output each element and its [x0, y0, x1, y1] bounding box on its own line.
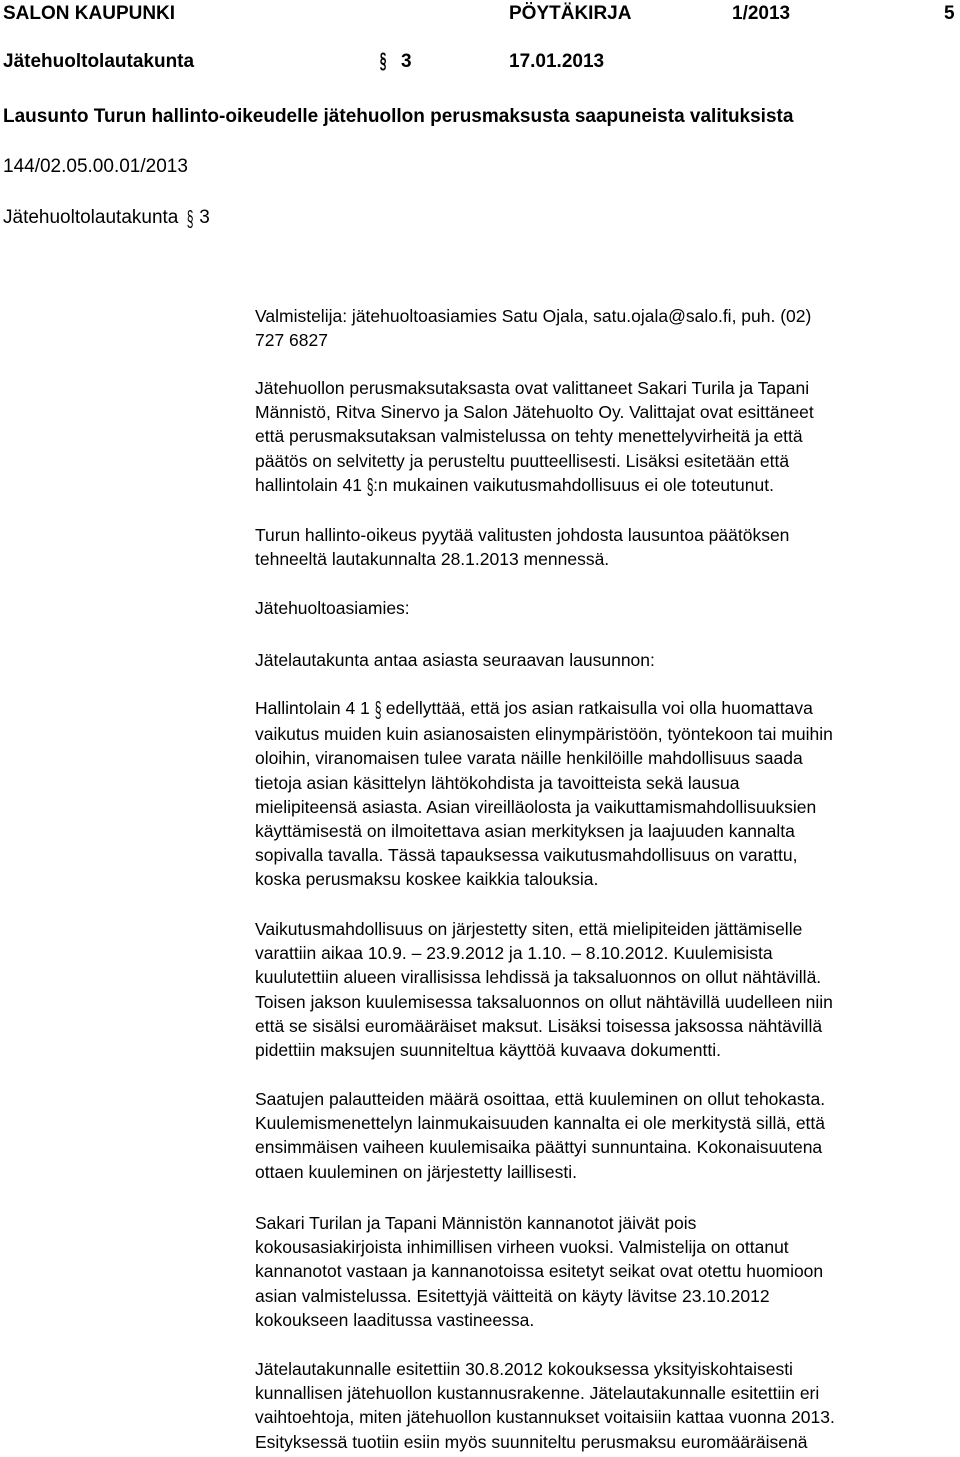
section-symbol: § [374, 697, 382, 722]
paragraph-feedback [255, 1087, 960, 1184]
page-number: 5 [944, 3, 955, 24]
document-title: Lausunto Turun hallinto-oikeudelle jätehuollon perusmaksusta saapuneista valituksista [3, 106, 794, 127]
text-line: oloihin, viranomaisen tulee varata näille henkilöille mahdollisuus saada [255, 748, 803, 769]
text-line: Hallintolain 4 1 § edellyttää, että jos asian ratkaisulla voi olla huomattava [255, 697, 813, 722]
paragraph-omitted-statements [255, 1211, 960, 1332]
text-line: koska perusmaksu koskee kaikkia talouksia. [255, 869, 599, 890]
text-line: kuulutettiin alueen virallisissa lehdissä ja taksaluonnos on ollut nähtävillä. [255, 967, 822, 988]
record-id: 144/02.05.00.01/2013 [3, 156, 188, 177]
preparer-line: Valmistelija: jätehuoltoasiamies Satu Ojala, satu.ojala@salo.fi, puh. (02) [255, 306, 812, 326]
text-line: Turun hallinto-oikeus pyytää valitusten johdosta lausuntoa päätöksen [255, 525, 790, 545]
text-line: sopivalla tavalla. Tässä tapauksessa vaikutusmahdollisuus on varattu, [255, 845, 798, 866]
section-number: 3 [401, 51, 412, 72]
text-line: Esityksessä tuotiin esiin myös suunniteltu perusmaksu euromääräisenä [255, 1431, 808, 1452]
paragraph-participation [255, 917, 960, 1062]
meeting-date: 17.01.2013 [509, 51, 605, 72]
text-line: päätös on selvitetty ja perusteltu puutteellisesti. Lisäksi esitetään että [255, 450, 790, 471]
committee-name: Jätehuoltolautakunta [3, 51, 195, 72]
text-line: hallintolain 41 §:n mukainen vaikutusmahdollisuus ei ole toteutunut. [255, 473, 774, 499]
section-ref-number: 3 [199, 207, 210, 228]
text-line: että perusmaksutaksan valmistelussa on tehty menettelyvirheitä ja että [255, 426, 803, 447]
text-line: tietoja asian käsittelyn lähtökohdista ja tavoitteista sekä lausua [255, 772, 740, 793]
section-symbol: § [366, 473, 374, 499]
text-line: Jätelautakunta antaa asiasta seuraavan lausunnon: [255, 650, 655, 670]
section-ref-committee: Jätehuoltolautakunta [3, 207, 179, 228]
text-line: Toisen jakson kuulemisessa taksaluonnos on ollut nähtävillä uudelleen niin [255, 991, 833, 1012]
paragraph-role [255, 596, 960, 620]
text-line: ottaen kuuleminen on järjestetty laillisesti. [255, 1161, 577, 1182]
text-line: pidettiin maksujen suunniteltua käyttöä kuvaava dokumentti. [255, 1040, 721, 1061]
section-reference [3, 206, 210, 231]
paragraph-statement-intro [255, 648, 960, 672]
text-line: vaikutus muiden kuin asianosaisten elinympäristöön, työntekoon tai muihin [255, 724, 833, 745]
doc-type: PÖYTÄKIRJA [509, 3, 632, 24]
org-name: SALON KAUPUNKI [3, 3, 176, 24]
text-line: kokoukseen laaditussa vastineessa. [255, 1309, 535, 1330]
text-line: kokousasiakirjoista inhimillisen virheen vuoksi. Valmistelija on ottanut [255, 1237, 789, 1258]
text-line: Kuulemismenettelyn lainmukaisuuden kannalta ei ole merkitystä sillä, että [255, 1113, 826, 1134]
text-line: varattiin aikaa 10.9. – 23.9.2012 ja 1.10. – 8.10.2012. Kuulemisista [255, 943, 773, 964]
paragraph-court-request [255, 523, 960, 571]
text-line: kannanotot vastaan ja kannanotoissa esitetyt seikat ovat otettu huomioon [255, 1261, 824, 1282]
text-line: käyttämisestä on ilmoitettava asian merkityksen ja laajuuden kannalta [255, 821, 795, 842]
text-line: vaihtoehtoja, miten jätehuollon kustannukset voitaisiin kattaa vuonna 2013. [255, 1407, 835, 1428]
text-line: että se sisälsi euromääräiset maksut. Lisäksi toisessa jaksossa nähtävillä [255, 1015, 823, 1036]
preparer-line: 727 6827 [255, 330, 328, 351]
paragraph-cost-structure [255, 1357, 960, 1454]
text-line: asian valmistelussa. Esitettyjä väitteitä on käyty lävitse 23.10.2012 [255, 1285, 770, 1306]
text-line: tehneeltä lautakunnalta 28.1.2013 mennessä. [255, 549, 610, 570]
text-line: Jätehuollon perusmaksutaksasta ovat valittaneet Sakari Turila ja Tapani [255, 378, 810, 398]
text-line: Jätehuoltoasiamies: [255, 598, 410, 618]
text-line: Jätelautakunnalle esitettiin 30.8.2012 kokouksessa yksityiskohtaisesti [255, 1359, 793, 1379]
text-line: kunnallisen jätehuollon kustannusrakenne. Jätelautakunnalle esitettiin eri [255, 1383, 820, 1404]
text-line: mielipiteensä asiasta. Asian vireilläolosta ja vaikuttamismahdollisuuksien [255, 796, 817, 817]
text-line: ensimmäisen vaiheen kuulemisaika päättyi sunnuntaina. Kokonaisuutena [255, 1137, 823, 1158]
text-line: Männistö, Ritva Sinervo ja Salon Jätehuolto Oy. Valittajat ovat esittäneet [255, 402, 814, 423]
paragraph-appeals [255, 376, 960, 499]
preparer-info [255, 304, 960, 352]
text-line: Vaikutusmahdollisuus on järjestetty siten, että mielipiteiden jättämiselle [255, 919, 803, 939]
text-line: Saatujen palautteiden määrä osoittaa, että kuuleminen on ollut tehokasta. [255, 1089, 826, 1109]
section-symbol: § [379, 48, 387, 73]
doc-number: 1/2013 [732, 3, 791, 24]
text-line: Sakari Turilan ja Tapani Männistön kannanotot jäivät pois [255, 1213, 697, 1233]
section-ref-symbol: § [186, 206, 194, 231]
paragraph-law [255, 696, 960, 892]
